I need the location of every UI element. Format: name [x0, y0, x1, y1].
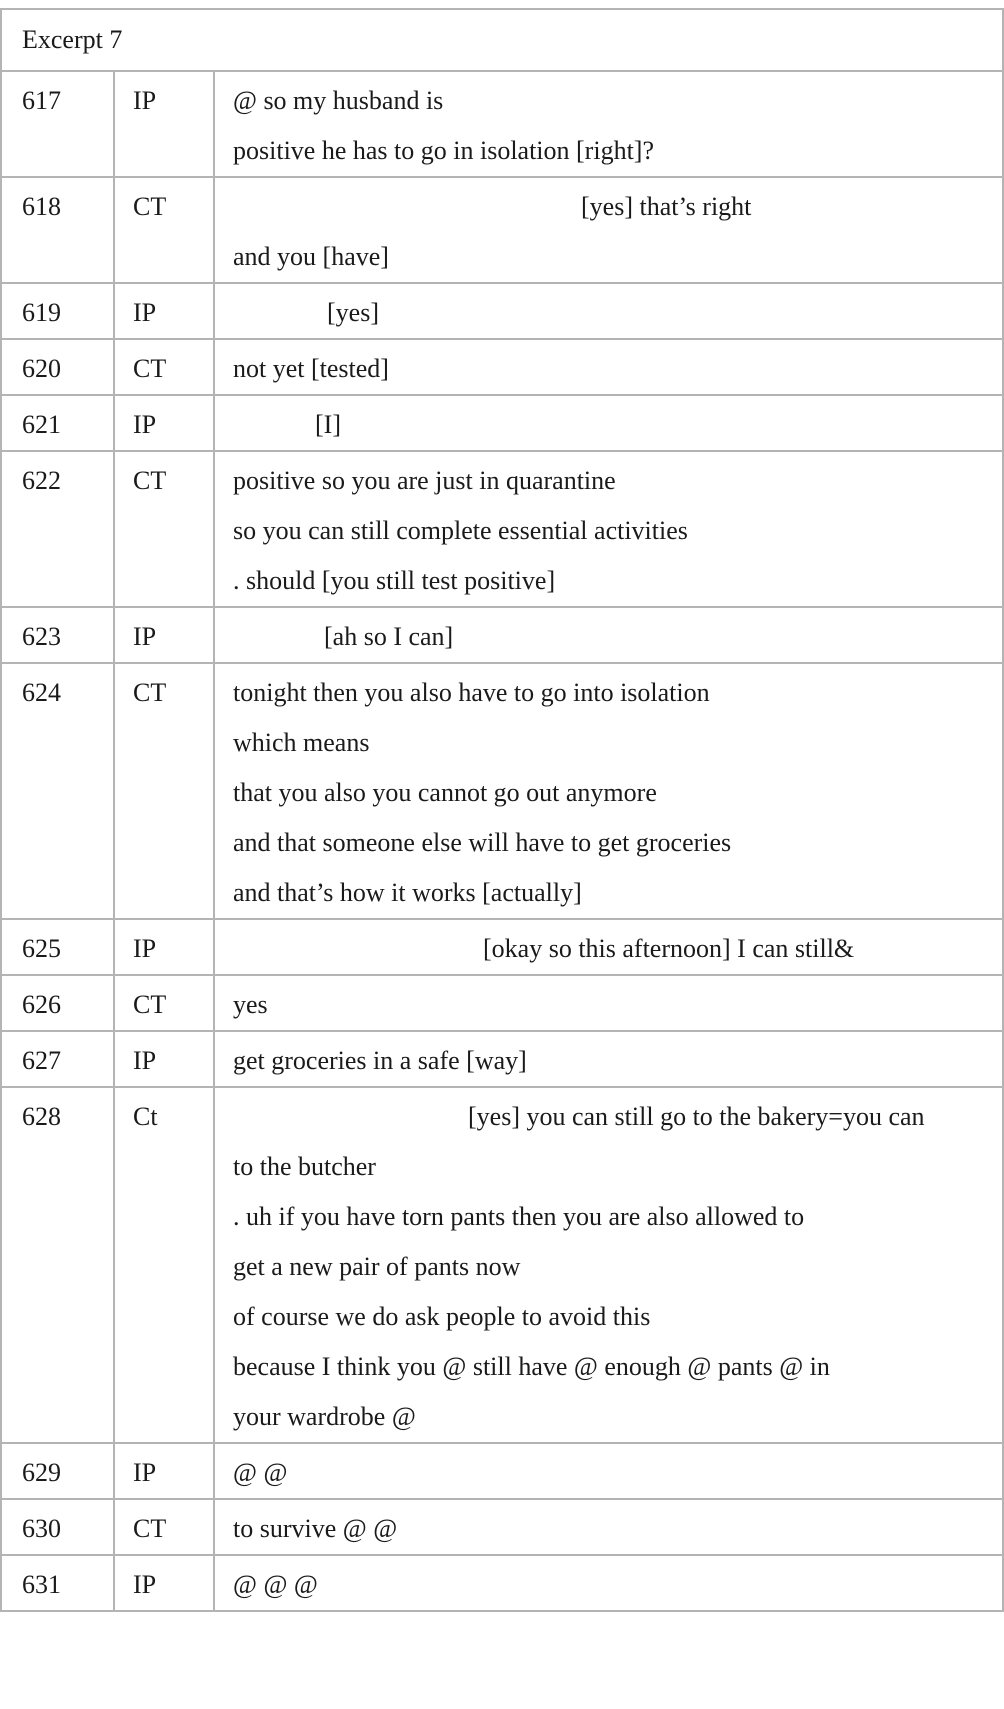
transcript-row: [1, 975, 1003, 1031]
line-number: 617: [22, 86, 61, 115]
line-number-cell: [1, 919, 114, 975]
speaker-cell: [114, 451, 214, 607]
speaker-cell: [114, 177, 214, 283]
caption-row: [1, 9, 1003, 71]
utterance-line: [yes] that’s right: [581, 192, 752, 221]
line-number-cell: [1, 1555, 114, 1611]
transcript-row: [1, 283, 1003, 339]
line-number: 631: [22, 1570, 61, 1599]
line-number-cell: [1, 975, 114, 1031]
line-number-cell: [1, 1031, 114, 1087]
transcript-row: [1, 1443, 1003, 1499]
utterance-line: @ @: [233, 1458, 288, 1487]
speaker-label: CT: [133, 990, 167, 1019]
excerpt-table: [0, 8, 1004, 1612]
excerpt-title: Excerpt 7: [1, 9, 1003, 71]
line-number-cell: [1, 451, 114, 607]
line-number: 625: [22, 934, 61, 963]
utterance-cell: [214, 607, 1003, 663]
utterance-line: positive he has to go in isolation [right]?: [233, 136, 654, 165]
speaker-label: IP: [133, 86, 157, 115]
speaker-label: IP: [133, 1046, 157, 1075]
utterance-line: which means: [233, 728, 370, 757]
utterance-cell: [214, 339, 1003, 395]
transcript-row: [1, 919, 1003, 975]
utterance-lines: [233, 1088, 992, 1442]
line-number: 624: [22, 678, 61, 707]
utterance-lines: [233, 1444, 992, 1498]
utterance-lines: [233, 1032, 992, 1086]
speaker-cell: [114, 919, 214, 975]
utterance-cell: [214, 451, 1003, 607]
utterance-cell: [214, 1443, 1003, 1499]
transcript-row: [1, 395, 1003, 451]
line-number: 620: [22, 354, 61, 383]
transcript-row: [1, 1087, 1003, 1443]
utterance-line: your wardrobe @: [233, 1402, 416, 1431]
utterance-cell: [214, 177, 1003, 283]
utterance-line: so you can still complete essential activities: [233, 516, 688, 545]
utterance-line: to the butcher: [233, 1152, 376, 1181]
utterance-line: not yet [tested]: [233, 354, 389, 383]
utterance-line: positive so you are just in quarantine: [233, 466, 616, 495]
utterance-cell: [214, 663, 1003, 919]
utterance-cell: [214, 1087, 1003, 1443]
speaker-label: IP: [133, 622, 157, 651]
speaker-cell: [114, 1443, 214, 1499]
utterance-lines: [233, 178, 992, 282]
speaker-cell: [114, 1031, 214, 1087]
line-number-cell: [1, 71, 114, 177]
speaker-label: IP: [133, 298, 157, 327]
speaker-cell: [114, 607, 214, 663]
speaker-cell: [114, 663, 214, 919]
utterance-line: that you also you cannot go out anymore: [233, 778, 657, 807]
transcript-row: [1, 1555, 1003, 1611]
speaker-cell: [114, 1087, 214, 1443]
utterance-line: and you [have]: [233, 242, 389, 271]
speaker-label: IP: [133, 1570, 157, 1599]
line-number-cell: [1, 339, 114, 395]
speaker-cell: [114, 1499, 214, 1555]
speaker-cell: [114, 339, 214, 395]
line-number-cell: [1, 663, 114, 919]
utterance-lines: [233, 976, 992, 1030]
utterance-lines: [233, 1500, 992, 1554]
transcript-row: [1, 607, 1003, 663]
line-number: 629: [22, 1458, 61, 1487]
utterance-line: @ so my husband is: [233, 86, 444, 115]
utterance-line: [yes] you can still go to the bakery=you can: [468, 1102, 925, 1131]
utterance-cell: [214, 1555, 1003, 1611]
utterance-line: get a new pair of pants now: [233, 1252, 521, 1281]
line-number-cell: [1, 1087, 114, 1443]
line-number: 622: [22, 466, 61, 495]
transcript-row: [1, 177, 1003, 283]
speaker-cell: [114, 1555, 214, 1611]
utterance-cell: [214, 395, 1003, 451]
line-number: 621: [22, 410, 61, 439]
transcript-row: [1, 71, 1003, 177]
speaker-label: CT: [133, 192, 167, 221]
utterance-cell: [214, 975, 1003, 1031]
speaker-label: CT: [133, 466, 167, 495]
line-number: 626: [22, 990, 61, 1019]
utterance-lines: [233, 920, 992, 974]
utterance-line: [I]: [315, 410, 341, 439]
utterance-cell: [214, 919, 1003, 975]
speaker-label: Ct: [133, 1102, 158, 1131]
line-number-cell: [1, 1499, 114, 1555]
utterance-lines: [233, 1556, 992, 1610]
utterance-lines: [233, 664, 992, 918]
utterance-line: @ @ @: [233, 1570, 318, 1599]
utterance-cell: [214, 1499, 1003, 1555]
speaker-cell: [114, 71, 214, 177]
speaker-label: CT: [133, 354, 167, 383]
line-number: 628: [22, 1102, 61, 1131]
speaker-cell: [114, 975, 214, 1031]
line-number-cell: [1, 1443, 114, 1499]
line-number: 618: [22, 192, 61, 221]
line-number: 619: [22, 298, 61, 327]
utterance-line: yes: [233, 990, 268, 1019]
speaker-label: IP: [133, 934, 157, 963]
utterance-line: get groceries in a safe [way]: [233, 1046, 527, 1075]
utterance-line: [okay so this afternoon] I can still&: [483, 934, 855, 963]
transcript-row: [1, 1499, 1003, 1555]
line-number-cell: [1, 607, 114, 663]
transcript-row: [1, 663, 1003, 919]
line-number: 630: [22, 1514, 61, 1543]
speaker-label: IP: [133, 1458, 157, 1487]
utterance-lines: [233, 284, 992, 338]
utterance-line: [yes]: [327, 298, 379, 327]
utterance-line: to survive @ @: [233, 1514, 398, 1543]
utterance-line: and that’s how it works [actually]: [233, 878, 582, 907]
line-number-cell: [1, 283, 114, 339]
transcript-row: [1, 451, 1003, 607]
utterance-lines: [233, 608, 992, 662]
utterance-line: and that someone else will have to get groceries: [233, 828, 732, 857]
utterance-line: . should [you still test positive]: [233, 566, 556, 595]
utterance-cell: [214, 1031, 1003, 1087]
speaker-cell: [114, 395, 214, 451]
utterance-lines: [233, 72, 992, 176]
utterance-line: because I think you @ still have @ enough @ pants @ in: [233, 1352, 830, 1381]
utterance-lines: [233, 452, 992, 606]
speaker-label: CT: [133, 678, 167, 707]
transcript-row: [1, 339, 1003, 395]
utterance-line: of course we do ask people to avoid this: [233, 1302, 651, 1331]
line-number: 623: [22, 622, 61, 651]
speaker-cell: [114, 283, 214, 339]
excerpt-body: [1, 9, 1003, 1611]
transcript-row: [1, 1031, 1003, 1087]
line-number: 627: [22, 1046, 61, 1075]
utterance-line: tonight then you also have to go into isolation: [233, 678, 710, 707]
utterance-line: . uh if you have torn pants then you are also allowed to: [233, 1202, 805, 1231]
speaker-label: IP: [133, 410, 157, 439]
utterance-cell: [214, 283, 1003, 339]
utterance-line: [ah so I can]: [324, 622, 454, 651]
utterance-cell: [214, 71, 1003, 177]
utterance-lines: [233, 396, 992, 450]
speaker-label: CT: [133, 1514, 167, 1543]
utterance-lines: [233, 340, 992, 394]
line-number-cell: [1, 395, 114, 451]
line-number-cell: [1, 177, 114, 283]
